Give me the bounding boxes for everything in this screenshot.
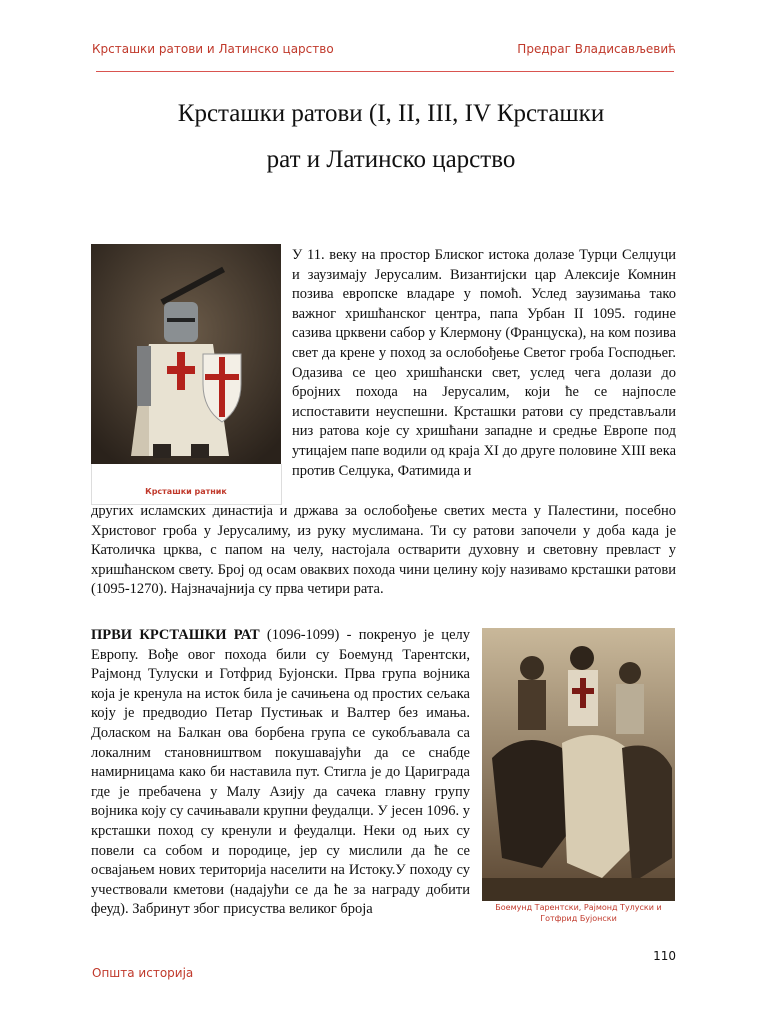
page-number: 110 — [653, 949, 676, 963]
intro-paragraph-continued: других исламских династија и држава за ослобођење светих места у Палестини, посебно Христовог гроба у Јерусалиму, из руку муслимана. Ти су ратови започели у доба када је Католичка црква, с папом на челу, настојала остварити духовну и световну превласт у хришћанском свету. Број од осам оваквих похода чини целину коју називамо крсташки ратови (1095-1270). Најзначајнија су прва четири рата. — [91, 503, 676, 598]
figure-caption-crusader: Крсташки ратник — [145, 487, 227, 496]
figure-frame — [91, 464, 282, 505]
page-title-line-1: Крсташки ратови (I, II, III, IV Крсташки — [177, 100, 605, 127]
section-heading-first-crusade: ПРВИ КРСТАШКИ РАТ — [91, 627, 260, 643]
page-title-line-2: рат и Латинско царство — [266, 146, 516, 173]
running-header-title: Крсташки ратови и Латинско царство — [92, 42, 334, 56]
figure-caption-leaders: Боемунд Тарентски, Рајмонд Тулуски и Готфрид Бујонски — [495, 903, 662, 923]
footer-subject: Општа историја — [92, 966, 194, 980]
first-crusade-text: (1096-1099) - покренуо је целу Европу. Вође овог похода били су Боемунд Тарентски, Рајмонд Тулуски и Готфрид Бујонски. Прва група војника која је кренула на исток била је сачињена од простих сељака коју је предводио Петар Пустињак и Валтер без имања. Доласком на Балкан ова борбена група се сукобљавала са локалним становништвом покушавајући да се снабде намирницама како би наставила пут. Стигла је до Цариграда где је пребачена у Малу Азију да сачека главну групу војника коју су сачињавали крупни феудалци. У јесен 1096. у крсташки поход су кренули и феудалци. Неки од њих су повели са собом и породице, јер су мислили да ће се освајањем нових територија населити на Истоку.У походу су учествовали кметови (надајући се да ће за награду добити феуд). Забринут због присуства великог броја — [91, 627, 470, 918]
first-crusade-paragraph — [91, 626, 470, 920]
intro-paragraph: У 11. веку на простор Блиског истока долазе Турци Селџуци и заузимају Јерусалим. Византијски цар Алексије Комнин позива европске владаре у помоћ. Услед заузимања тако важног хришћанског центра, папа Урбан II 1095. године сазива црквени сабор у Клермону (Француска), на ком позива свет да крене у поход за ослобођење Светог гроба Господњег. Одазива се цео хришћански свет, услед чега долази до бројних похода на Јерусалим, који ће се најпосле испоставити неуспешни. Крсташки ратови су представљали низ ратова које су хришћани западне и средње Европе под утицајем папе водили од краја XI до друге половине XIII века против Селџука, Фатимида и — [292, 247, 676, 479]
crusade-leaders-engraving — [482, 628, 675, 901]
crusader-knight-image — [91, 244, 281, 464]
running-header-author: Предраг Владисављевић — [517, 42, 676, 56]
header-divider — [96, 71, 674, 72]
